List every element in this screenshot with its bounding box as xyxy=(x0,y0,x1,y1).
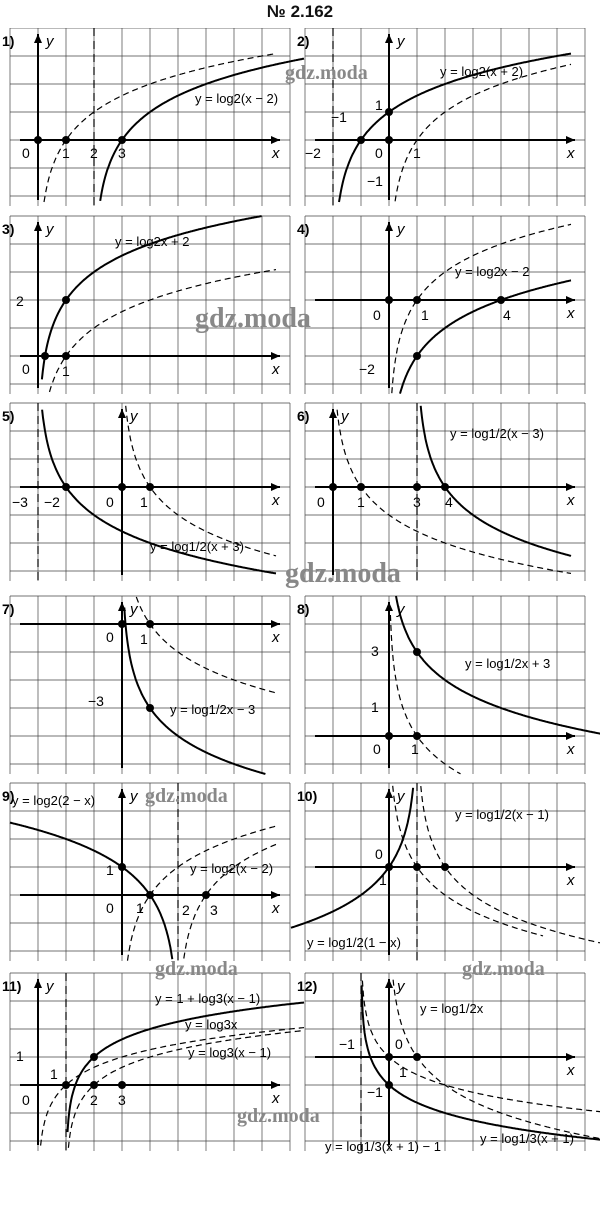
tick-label: 1 xyxy=(399,1064,407,1080)
tick-label: 1 xyxy=(140,494,148,510)
formula-label: y = log2(x − 2) xyxy=(190,861,274,876)
formula-label: y = log1/3(x + 1) − 1 xyxy=(325,1139,441,1154)
tick-label: 1 xyxy=(140,631,148,647)
tick-label: 3 xyxy=(371,643,379,659)
formula-label: y = log1/2(x − 1) xyxy=(455,807,549,822)
x-axis-arrow xyxy=(566,136,575,144)
x-axis-arrow xyxy=(566,296,575,304)
point xyxy=(62,296,70,304)
watermark: gdz.moda xyxy=(285,558,401,589)
y-axis-label: y xyxy=(46,221,54,238)
tick-label: 0 xyxy=(106,900,114,916)
x-axis-arrow xyxy=(566,1053,575,1061)
dashed-curve xyxy=(44,54,279,202)
x-axis-arrow xyxy=(271,1081,280,1089)
point xyxy=(413,352,421,360)
y-axis-label: y xyxy=(341,408,349,425)
formula-label: y = log2x + 2 xyxy=(115,234,190,249)
solid-curve xyxy=(100,59,304,201)
panel-number: 8) xyxy=(297,601,310,617)
point xyxy=(118,863,126,871)
x-axis-label: x xyxy=(272,361,280,378)
y-axis-arrow xyxy=(385,602,393,611)
tick-label: 3 xyxy=(210,902,218,918)
x-axis-label: x xyxy=(272,629,280,646)
tick-label: 2 xyxy=(182,902,190,918)
point xyxy=(146,704,154,712)
tick-label: 1 xyxy=(136,900,144,916)
watermark: gdz.moda xyxy=(155,958,238,980)
x-axis-arrow xyxy=(271,620,280,628)
y-axis-label: y xyxy=(397,33,405,50)
tick-label: −1 xyxy=(367,1084,383,1100)
solid-curve xyxy=(291,788,413,928)
x-axis-arrow xyxy=(271,891,280,899)
y-axis-arrow xyxy=(34,34,42,43)
y-axis-label: y xyxy=(46,978,54,995)
tick-label: 0 xyxy=(395,1036,403,1052)
point xyxy=(62,352,70,360)
watermark: gdz.moda xyxy=(462,958,545,980)
tick-label: 0 xyxy=(375,846,383,862)
watermark: gdz.moda xyxy=(237,1105,320,1127)
tick-label: 0 xyxy=(373,741,381,757)
point xyxy=(118,620,126,628)
point xyxy=(357,136,365,144)
x-axis-arrow xyxy=(271,352,280,360)
formula-label: y = log2x − 2 xyxy=(455,264,530,279)
point xyxy=(146,483,154,491)
point xyxy=(146,891,154,899)
point xyxy=(385,1053,393,1061)
tick-label: −1 xyxy=(367,173,383,189)
y-axis-arrow xyxy=(385,979,393,988)
watermark: gdz.moda xyxy=(285,62,368,84)
tick-label: 4 xyxy=(503,307,511,323)
point xyxy=(413,1053,421,1061)
y-axis-arrow xyxy=(118,409,126,418)
point xyxy=(62,136,70,144)
point xyxy=(90,1053,98,1061)
point xyxy=(413,483,421,491)
y-axis-label: y xyxy=(130,408,138,425)
graph-grid xyxy=(0,28,600,1198)
formula-label: y = log2(x + 2) xyxy=(440,64,524,79)
point xyxy=(146,620,154,628)
x-axis-label: x xyxy=(567,305,575,322)
tick-label: 1 xyxy=(375,97,383,113)
point xyxy=(385,732,393,740)
x-axis-arrow xyxy=(271,136,280,144)
formula-label: y = log2(x − 2) xyxy=(195,91,279,106)
y-axis-arrow xyxy=(385,789,393,798)
tick-label: 2 xyxy=(90,145,98,161)
point xyxy=(62,1081,70,1089)
x-axis-arrow xyxy=(566,863,575,871)
point xyxy=(329,483,337,491)
panel-number: 9) xyxy=(2,788,15,804)
formula-label: y = log1/3(x + 1) xyxy=(480,1131,574,1146)
dashed-curve xyxy=(390,615,460,774)
tick-label: 3 xyxy=(118,145,126,161)
formula-label: y = log3(x − 1) xyxy=(188,1045,272,1060)
tick-label: −2 xyxy=(305,145,321,161)
point xyxy=(118,483,126,491)
tick-label: −3 xyxy=(88,693,104,709)
tick-label: 3 xyxy=(118,1092,126,1108)
formula-label: y = log1/2(1 − x) xyxy=(307,935,401,950)
formula-label: y = log1/2x xyxy=(420,1001,484,1016)
tick-label: 0 xyxy=(22,145,30,161)
point xyxy=(90,1081,98,1089)
solid-curve xyxy=(400,280,571,393)
tick-label: 1 xyxy=(411,741,419,757)
watermark: gdz.moda xyxy=(145,785,228,807)
y-axis-arrow xyxy=(329,409,337,418)
y-axis-label: y xyxy=(130,601,138,618)
y-axis-arrow xyxy=(385,222,393,231)
tick-label: 1 xyxy=(62,145,70,161)
tick-label: −3 xyxy=(12,494,28,510)
panel-number: 2) xyxy=(297,33,310,49)
tick-label: 1 xyxy=(50,1066,58,1082)
x-axis-label: x xyxy=(567,145,575,162)
point xyxy=(202,891,210,899)
formula-label: y = 1 + log3(x − 1) xyxy=(155,991,261,1006)
x-axis-label: x xyxy=(567,741,575,758)
tick-label: 3 xyxy=(413,494,421,510)
y-axis-arrow xyxy=(385,34,393,43)
panel-number: 10) xyxy=(297,788,318,804)
y-axis-label: y xyxy=(397,978,405,995)
panel-number: 7) xyxy=(2,601,15,617)
tick-label: 1 xyxy=(379,872,387,888)
dashed-curve xyxy=(126,406,276,556)
formula-label: y = log1/2x − 3 xyxy=(170,702,256,717)
y-axis-label: y xyxy=(397,601,405,618)
tick-label: 0 xyxy=(106,494,114,510)
point xyxy=(413,863,421,871)
point xyxy=(118,136,126,144)
point xyxy=(385,296,393,304)
x-axis-label: x xyxy=(567,872,575,889)
watermark: gdz.moda xyxy=(195,303,311,334)
tick-label: 0 xyxy=(22,361,30,377)
panel-number: 12) xyxy=(297,978,318,994)
formula-label: y = log1/2(x + 3) xyxy=(150,539,244,554)
tick-label: 1 xyxy=(62,363,70,379)
tick-label: −1 xyxy=(339,1036,355,1052)
y-axis-arrow xyxy=(34,979,42,988)
tick-label: 4 xyxy=(445,494,453,510)
solid-curve xyxy=(10,823,172,960)
tick-label: −2 xyxy=(359,361,375,377)
tick-label: 0 xyxy=(22,1092,30,1108)
panel-number: 3) xyxy=(2,221,15,237)
tick-label: 1 xyxy=(106,862,114,878)
tick-label: 0 xyxy=(373,307,381,323)
x-axis-arrow xyxy=(271,483,280,491)
point xyxy=(441,483,449,491)
page-title: № 2.162 xyxy=(266,2,334,21)
tick-label: 0 xyxy=(375,145,383,161)
point xyxy=(385,1081,393,1089)
tick-label: 2 xyxy=(90,1092,98,1108)
dashed-curve xyxy=(395,64,571,201)
y-axis-label: y xyxy=(397,788,405,805)
tick-label: 1 xyxy=(371,699,379,715)
x-axis-arrow xyxy=(566,483,575,491)
tick-label: 1 xyxy=(16,1048,24,1064)
x-axis-label: x xyxy=(272,1090,280,1107)
point xyxy=(385,108,393,116)
x-axis-label: x xyxy=(567,492,575,509)
panel-number: 11) xyxy=(2,978,22,994)
y-axis-label: y xyxy=(397,221,405,238)
formula-label: y = log2(2 − x) xyxy=(12,793,96,808)
tick-label: −1 xyxy=(331,109,347,125)
point xyxy=(34,136,42,144)
point xyxy=(62,483,70,491)
y-axis-arrow xyxy=(34,222,42,231)
x-axis-label: x xyxy=(272,145,280,162)
panel-number: 5) xyxy=(2,408,15,424)
panel-number: 6) xyxy=(297,408,310,424)
tick-label: 1 xyxy=(357,494,365,510)
point xyxy=(357,483,365,491)
x-axis-label: x xyxy=(567,1062,575,1079)
tick-label: 2 xyxy=(16,293,24,309)
point xyxy=(413,732,421,740)
point xyxy=(118,1081,126,1089)
point xyxy=(385,863,393,871)
panel-number: 4) xyxy=(297,221,310,237)
panel-number: 1) xyxy=(2,33,15,49)
tick-label: 1 xyxy=(413,145,421,161)
point xyxy=(413,296,421,304)
tick-label: 0 xyxy=(106,629,114,645)
point xyxy=(41,352,49,360)
point xyxy=(413,648,421,656)
y-axis-label: y xyxy=(130,788,138,805)
x-axis-label: x xyxy=(272,492,280,509)
tick-label: 1 xyxy=(421,307,429,323)
tick-label: 0 xyxy=(317,494,325,510)
tick-label: −2 xyxy=(44,494,60,510)
point xyxy=(385,136,393,144)
formula-label: y = log1/2x + 3 xyxy=(465,656,551,671)
x-axis-label: x xyxy=(272,900,280,917)
point xyxy=(497,296,505,304)
formula-label: y = log1/2(x − 3) xyxy=(450,426,544,441)
y-axis-arrow xyxy=(118,789,126,798)
x-axis-arrow xyxy=(566,732,575,740)
point xyxy=(441,863,449,871)
y-axis-label: y xyxy=(46,33,54,50)
formula-label: y = log3x xyxy=(185,1017,238,1032)
